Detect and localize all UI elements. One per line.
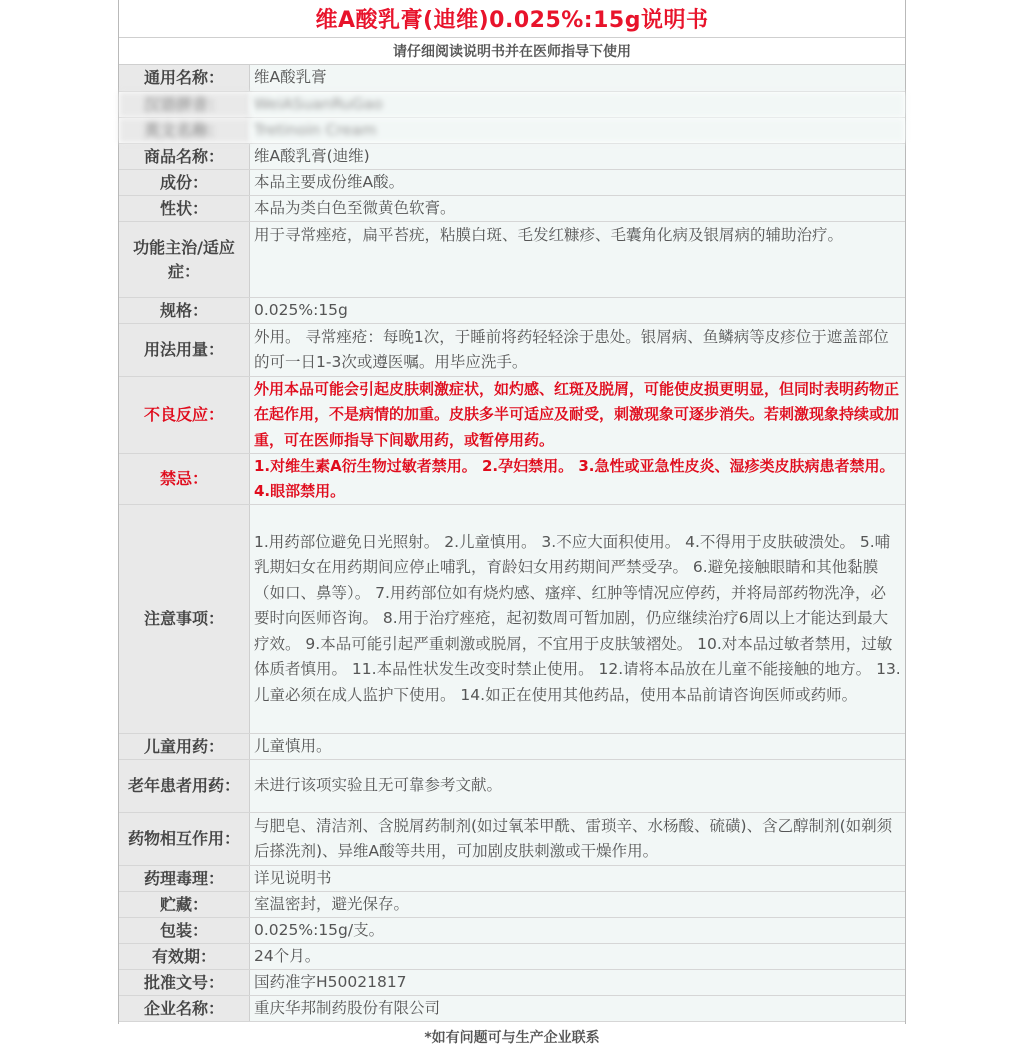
label-generic-name: 通用名称：	[119, 65, 250, 91]
value-package: 0.025%:15g/支。	[250, 918, 905, 943]
label-pediatric-use: 儿童用药：	[119, 734, 250, 759]
row-english-name	[119, 118, 905, 144]
row-pediatric-use	[119, 734, 905, 760]
label-approval-number: 批准文号：	[119, 970, 250, 995]
label-geriatric-use: 老年患者用药：	[119, 760, 250, 812]
row-adverse-reactions	[119, 377, 905, 454]
page-subtitle: 请仔细阅读说明书并在医师指导下使用	[119, 38, 905, 65]
row-pharmacology	[119, 866, 905, 892]
value-drug-interactions: 与肥皂、清洁剂、含脱屑药制剂(如过氧苯甲酰、雷琐辛、水杨酸、硫磺)、含乙醇制剂(如剃须后搽洗剂)、异维A酸等共用，可加剧皮肤刺激或干燥作用。	[250, 813, 905, 865]
value-manufacturer: 重庆华邦制药股份有限公司	[250, 996, 905, 1021]
label-adverse-reactions: 不良反应：	[119, 377, 250, 453]
label-dosage: 用法用量：	[119, 324, 250, 376]
row-geriatric-use	[119, 760, 905, 813]
label-shelf-life: 有效期：	[119, 944, 250, 969]
label-appearance: 性状：	[119, 196, 250, 221]
label-trade-name: 商品名称：	[119, 144, 250, 169]
row-dosage	[119, 324, 905, 377]
row-appearance	[119, 196, 905, 222]
label-drug-interactions: 药物相互作用：	[119, 813, 250, 865]
row-manufacturer	[119, 996, 905, 1022]
label-precautions: 注意事项：	[119, 505, 250, 733]
value-english-name: Tretinoin Cream	[250, 118, 905, 143]
label-package: 包装：	[119, 918, 250, 943]
label-contraindications: 禁忌：	[119, 454, 250, 504]
value-shelf-life: 24个月。	[250, 944, 905, 969]
row-precautions	[119, 505, 905, 734]
value-specification: 0.025%:15g	[250, 298, 905, 323]
row-storage	[119, 892, 905, 918]
value-approval-number: 国药准字H50021817	[250, 970, 905, 995]
value-generic-name: 维A酸乳膏	[250, 65, 905, 91]
value-indications: 用于寻常痤疮，扁平苔疣，粘膜白斑、毛发红糠疹、毛囊角化病及银屑病的辅助治疗。	[250, 222, 905, 297]
value-pharmacology: 详见说明书	[250, 866, 905, 891]
value-dosage: 外用。 寻常痤疮：每晚1次，于睡前将药轻轻涂于患处。银屑病、鱼鳞病等皮疹位于遮盖部位的可一日1-3次或遵医嘱。用毕应洗手。	[250, 324, 905, 376]
value-contraindications: 1.对维生素A衍生物过敏者禁用。 2.孕妇禁用。 3.急性或亚急性皮炎、湿疹类皮肤病患者禁用。 4.眼部禁用。	[250, 454, 905, 504]
row-shelf-life	[119, 944, 905, 970]
row-specification	[119, 298, 905, 324]
value-pediatric-use: 儿童慎用。	[250, 734, 905, 759]
label-storage: 贮藏：	[119, 892, 250, 917]
row-drug-interactions	[119, 813, 905, 866]
value-trade-name: 维A酸乳膏(迪维)	[250, 144, 905, 169]
row-trade-name	[119, 144, 905, 170]
value-ingredients: 本品主要成份维A酸。	[250, 170, 905, 195]
label-specification: 规格：	[119, 298, 250, 323]
row-approval-number	[119, 970, 905, 996]
value-appearance: 本品为类白色至微黄色软膏。	[250, 196, 905, 221]
value-adverse-reactions: 外用本品可能会引起皮肤刺激症状，如灼感、红斑及脱屑，可能使皮损更明显，但同时表明药物正在起作用，不是病情的加重。皮肤多半可适应及耐受，刺激现象可逐步消失。若刺激现象持续或加重，可在医师指导下间歇用药，或暂停用药。	[250, 377, 905, 453]
instruction-sheet	[118, 0, 906, 1046]
row-indications	[119, 222, 905, 298]
value-pinyin-name: WeiASuanRuGao	[250, 92, 905, 117]
label-manufacturer: 企业名称：	[119, 996, 250, 1021]
label-pharmacology: 药理毒理：	[119, 866, 250, 891]
row-ingredients	[119, 170, 905, 196]
value-storage: 室温密封，避光保存。	[250, 892, 905, 917]
label-pinyin-name: 汉语拼音：	[119, 92, 250, 117]
label-ingredients: 成份：	[119, 170, 250, 195]
label-indications: 功能主治/适应症：	[119, 222, 250, 297]
row-contraindications	[119, 454, 905, 505]
page-title: 维A酸乳膏(迪维)0.025%:15g说明书	[119, 0, 905, 38]
value-precautions: 1.用药部位避免日光照射。 2.儿童慎用。 3.不应大面积使用。 4.不得用于皮肤破溃处。 5.哺乳期妇女在用药期间应停止哺乳，育龄妇女用药期间严禁受孕。 6.避免接触眼睛和其他黏膜（如口、鼻等）。 7.用药部位如有烧灼感、瘙痒、红肿等情况应停药，并将局部药物洗净，必要时向医师咨询。 8.用于治疗痤疮，起初数周可暂加剧，仍应继续治疗6周以上才能达到最大疗效。 9.本品可能引起严重刺激或脱屑，不宜用于皮肤皱褶处。 10.对本品过敏者禁用，过敏体质者慎用。 11.本品性状发生改变时禁止使用。 12.请将本品放在儿童不能接触的地方。 13.儿童必须在成人监护下使用。 14.如正在使用其他药品，使用本品前请咨询医师或药师。	[250, 505, 905, 733]
value-geriatric-use: 未进行该项实验且无可靠参考文献。	[250, 760, 905, 812]
row-generic-name	[119, 65, 905, 92]
row-package	[119, 918, 905, 944]
footer-note: *如有问题可与生产企业联系	[424, 1030, 600, 1046]
row-pinyin-name	[119, 92, 905, 118]
label-english-name: 英文名称：	[119, 118, 250, 143]
